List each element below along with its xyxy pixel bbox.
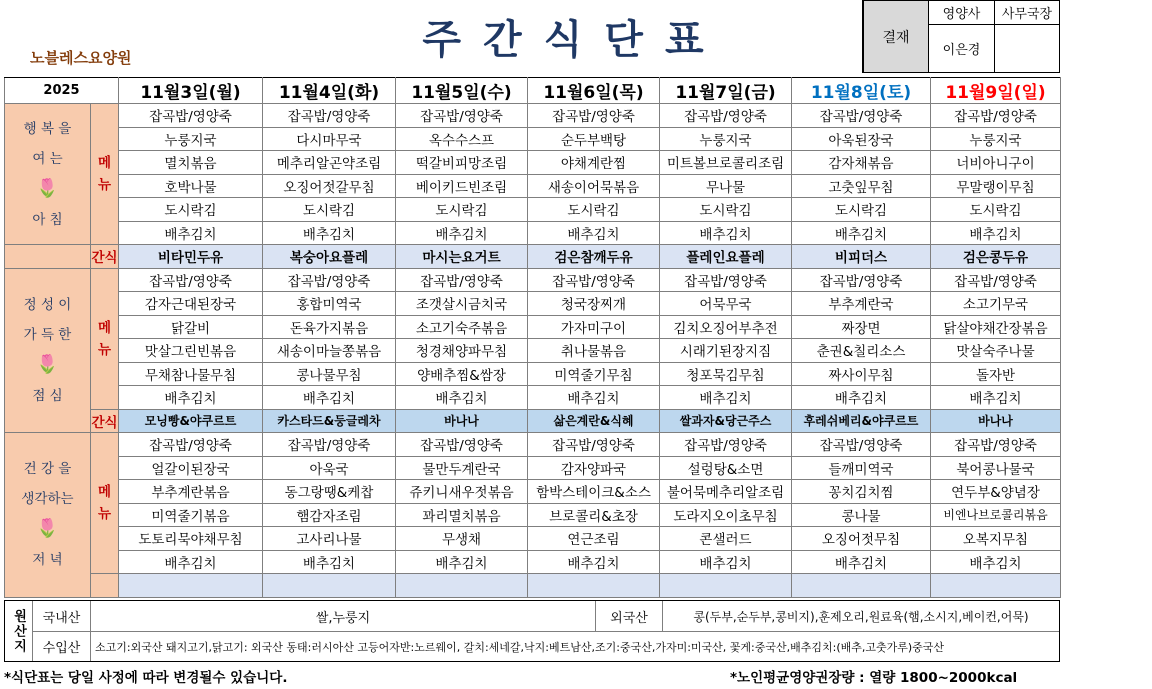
menu-cell: 설렁탕&소면 bbox=[660, 456, 792, 480]
menu-cell: 잡곡밥/영양죽 bbox=[396, 268, 528, 292]
approval-role-director: 사무국장 bbox=[995, 1, 1059, 25]
menu-cell: 옥수수스프 bbox=[396, 127, 528, 151]
menu-cell: 감자채볶음 bbox=[792, 151, 931, 175]
menu-cell: 감자양파국 bbox=[528, 456, 660, 480]
menu-cell: 배추김치 bbox=[792, 221, 931, 245]
menu-cell: 순두부백탕 bbox=[528, 127, 660, 151]
menu-cell: 무말랭이무침 bbox=[931, 174, 1061, 198]
menu-cell: 춘권&칠리소스 bbox=[792, 339, 931, 363]
menu-cell: 멸치볶음 bbox=[119, 151, 263, 175]
breakfast-snack-label: 간식 bbox=[91, 245, 119, 269]
menu-cell: 잡곡밥/영양죽 bbox=[528, 268, 660, 292]
menu-cell: 배추김치 bbox=[931, 386, 1061, 410]
menu-cell: 꽈리멸치볶음 bbox=[396, 503, 528, 527]
menu-cell: 무나물 bbox=[660, 174, 792, 198]
menu-cell: 콩나물무침 bbox=[263, 362, 396, 386]
snack-cell bbox=[792, 574, 931, 598]
tulip-icon: 🌷 bbox=[36, 353, 59, 375]
snack-cell: 바나나 bbox=[396, 409, 528, 433]
tulip-icon: 🌷 bbox=[36, 518, 59, 540]
menu-cell: 새송이마늘쫑볶음 bbox=[263, 339, 396, 363]
menu-cell: 양배추찜&쌈장 bbox=[396, 362, 528, 386]
menu-cell: 메추리알곤약조림 bbox=[263, 151, 396, 175]
tulip-icon: 🌷 bbox=[36, 177, 59, 199]
menu-cell: 잡곡밥/영양죽 bbox=[660, 433, 792, 457]
snack-cell bbox=[396, 574, 528, 598]
menu-cell: 배추김치 bbox=[119, 550, 263, 574]
snack-cell bbox=[528, 574, 660, 598]
menu-cell: 잡곡밥/영양죽 bbox=[119, 104, 263, 128]
menu-cell: 감자근대된장국 bbox=[119, 292, 263, 316]
menu-cell: 함박스테이크&소스 bbox=[528, 480, 660, 504]
title-box bbox=[264, 0, 863, 73]
menu-cell: 오복지무침 bbox=[931, 527, 1061, 551]
breakfast-menu-label: 메 뉴 bbox=[91, 104, 119, 245]
snack-cell: 플레인요플레 bbox=[660, 245, 792, 269]
menu-cell: 야채계란찜 bbox=[528, 151, 660, 175]
menu-cell: 배추김치 bbox=[931, 550, 1061, 574]
menu-cell: 새송이어묵볶음 bbox=[528, 174, 660, 198]
menu-cell: 잡곡밥/영양죽 bbox=[119, 268, 263, 292]
menu-cell: 잡곡밥/영양죽 bbox=[792, 268, 931, 292]
menu-cell: 아욱국 bbox=[263, 456, 396, 480]
menu-cell: 브로콜리&초장 bbox=[528, 503, 660, 527]
menu-cell: 도시락김 bbox=[528, 198, 660, 222]
menu-cell: 도시락김 bbox=[119, 198, 263, 222]
date-fri: 11월7일(금) bbox=[660, 78, 792, 104]
menu-cell: 도라지오이초무침 bbox=[660, 503, 792, 527]
menu-cell: 짜장면 bbox=[792, 315, 931, 339]
snack-cell: 바나나 bbox=[931, 409, 1061, 433]
menu-cell: 부추계란볶음 bbox=[119, 480, 263, 504]
menu-cell: 잡곡밥/영양죽 bbox=[792, 104, 931, 128]
snack-cell bbox=[660, 574, 792, 598]
menu-cell: 배추김치 bbox=[396, 221, 528, 245]
menu-cell: 아욱된장국 bbox=[792, 127, 931, 151]
menu-cell: 잡곡밥/영양죽 bbox=[660, 104, 792, 128]
change-notice: *식단표는 당일 사정에 따라 변경될수 있습니다. bbox=[4, 670, 288, 686]
menu-cell: 잡곡밥/영양죽 bbox=[263, 433, 396, 457]
menu-cell: 무생채 bbox=[396, 527, 528, 551]
menu-cell: 소고기무국 bbox=[931, 292, 1061, 316]
menu-table bbox=[4, 77, 1061, 598]
menu-cell: 배추김치 bbox=[263, 386, 396, 410]
menu-cell: 배추김치 bbox=[792, 550, 931, 574]
menu-cell: 떡갈비피망조림 bbox=[396, 151, 528, 175]
dinner-label: 건 강 을 생각하는 🌷 저 녁 bbox=[5, 433, 91, 598]
snack-cell: 쌀과자&당근주스 bbox=[660, 409, 792, 433]
menu-cell: 조갯살시금치국 bbox=[396, 292, 528, 316]
menu-cell: 배추김치 bbox=[931, 221, 1061, 245]
menu-cell: 청포묵김무침 bbox=[660, 362, 792, 386]
snack-cell: 검은참깨두유 bbox=[528, 245, 660, 269]
menu-cell: 배추김치 bbox=[528, 221, 660, 245]
menu-cell: 불어묵메추리알조림 bbox=[660, 480, 792, 504]
approval-label: 결재 bbox=[864, 1, 929, 72]
menu-cell: 도시락김 bbox=[792, 198, 931, 222]
date-header-row bbox=[5, 78, 1061, 104]
date-sun: 11월9일(일) bbox=[931, 78, 1061, 104]
breakfast-label-spacer bbox=[5, 245, 91, 269]
menu-cell: 도시락김 bbox=[396, 198, 528, 222]
snack-cell: 비타민두유 bbox=[119, 245, 263, 269]
menu-cell: 김치오징어부추전 bbox=[660, 315, 792, 339]
menu-cell: 배추김치 bbox=[396, 386, 528, 410]
lunch-menu-label: 메 뉴 bbox=[91, 268, 119, 409]
menu-cell: 도시락김 bbox=[931, 198, 1061, 222]
menu-cell: 오징어젓무침 bbox=[792, 527, 931, 551]
menu-cell: 도시락김 bbox=[660, 198, 792, 222]
menu-cell: 닭살야채간장볶음 bbox=[931, 315, 1061, 339]
menu-cell: 배추김치 bbox=[119, 221, 263, 245]
menu-cell: 잡곡밥/영양죽 bbox=[931, 268, 1061, 292]
menu-cell: 꽁치김치찜 bbox=[792, 480, 931, 504]
menu-cell: 연근조림 bbox=[528, 527, 660, 551]
menu-cell: 배추김치 bbox=[263, 221, 396, 245]
menu-cell: 시래기된장지짐 bbox=[660, 339, 792, 363]
snack-cell: 후레쉬베리&야쿠르트 bbox=[792, 409, 931, 433]
menu-cell: 돈육가지볶음 bbox=[263, 315, 396, 339]
menu-cell: 맛살숙주나물 bbox=[931, 339, 1061, 363]
menu-cell: 연두부&양념장 bbox=[931, 480, 1061, 504]
menu-cell: 쥬키니새우젓볶음 bbox=[396, 480, 528, 504]
menu-cell: 햄감자조림 bbox=[263, 503, 396, 527]
menu-cell: 배추김치 bbox=[528, 386, 660, 410]
snack-cell bbox=[119, 574, 263, 598]
menu-cell: 배추김치 bbox=[660, 221, 792, 245]
menu-cell: 고사리나물 bbox=[263, 527, 396, 551]
date-thu: 11월6일(목) bbox=[528, 78, 660, 104]
menu-cell: 무채참나물무침 bbox=[119, 362, 263, 386]
menu-cell: 소고기숙주볶음 bbox=[396, 315, 528, 339]
menu-cell: 호박나물 bbox=[119, 174, 263, 198]
menu-cell: 물만두계란국 bbox=[396, 456, 528, 480]
menu-cell: 비엔나브로콜리볶음 bbox=[931, 503, 1061, 527]
domestic-label: 국내산 bbox=[33, 601, 91, 632]
snack-cell: 비피더스 bbox=[792, 245, 931, 269]
menu-cell: 잡곡밥/영양죽 bbox=[931, 433, 1061, 457]
menu-cell: 어묵무국 bbox=[660, 292, 792, 316]
menu-cell: 들깨미역국 bbox=[792, 456, 931, 480]
menu-cell: 잡곡밥/영양죽 bbox=[263, 104, 396, 128]
menu-cell: 잡곡밥/영양죽 bbox=[528, 104, 660, 128]
menu-cell: 고춧잎무침 bbox=[792, 174, 931, 198]
menu-cell: 다시마무국 bbox=[263, 127, 396, 151]
menu-cell: 콩나물 bbox=[792, 503, 931, 527]
menu-cell: 미역줄기무침 bbox=[528, 362, 660, 386]
menu-cell: 잡곡밥/영양죽 bbox=[931, 104, 1061, 128]
snack-cell: 마시는요거트 bbox=[396, 245, 528, 269]
import-value: 소고기:외국산 돼지고기,닭고기: 외국산 동태:러시아산 고등어자반:노르웨이, 갈치:세네갈,낙지:베트남산,조기:중국산,가자미:미국산, 꽃게:중국산,배추김치:(배추,고춧가루)중국산 bbox=[95, 640, 945, 654]
menu-cell: 가자미구이 bbox=[528, 315, 660, 339]
snack-cell bbox=[931, 574, 1061, 598]
menu-cell: 잡곡밥/영양죽 bbox=[396, 104, 528, 128]
menu-cell: 오징어젓갈무침 bbox=[263, 174, 396, 198]
menu-cell: 배추김치 bbox=[660, 386, 792, 410]
menu-cell: 잡곡밥/영양죽 bbox=[119, 433, 263, 457]
menu-cell: 청경채양파무침 bbox=[396, 339, 528, 363]
menu-cell: 잡곡밥/영양죽 bbox=[263, 268, 396, 292]
snack-cell: 복숭아요플레 bbox=[263, 245, 396, 269]
menu-cell: 베이키드빈조림 bbox=[396, 174, 528, 198]
menu-cell: 누룽지국 bbox=[660, 127, 792, 151]
menu-cell: 누룽지국 bbox=[931, 127, 1061, 151]
menu-cell: 배추김치 bbox=[119, 386, 263, 410]
menu-cell: 짜사이무침 bbox=[792, 362, 931, 386]
menu-cell: 도시락김 bbox=[263, 198, 396, 222]
date-sat: 11월8일(토) bbox=[792, 78, 931, 104]
lunch-snack-label: 간식 bbox=[91, 409, 119, 433]
approval-sign-director bbox=[995, 25, 1059, 72]
page-title: 주간식단표 bbox=[422, 17, 726, 63]
menu-cell: 잡곡밥/영양죽 bbox=[396, 433, 528, 457]
date-mon: 11월3일(월) bbox=[119, 78, 263, 104]
menu-cell: 누룽지국 bbox=[119, 127, 263, 151]
snack-cell bbox=[263, 574, 396, 598]
dinner-menu-label: 메 뉴 bbox=[91, 433, 119, 574]
nutrition-note: *노인평균영양권장량 : 열량 1800~2000kcal bbox=[730, 670, 1018, 686]
menu-cell: 취나물볶음 bbox=[528, 339, 660, 363]
approval-sign-dietitian: 이은경 bbox=[929, 25, 995, 72]
menu-cell: 배추김치 bbox=[792, 386, 931, 410]
foreign-label: 외국산 bbox=[596, 601, 663, 632]
origin-box bbox=[4, 600, 1060, 662]
menu-cell: 미역줄기볶음 bbox=[119, 503, 263, 527]
snack-cell: 카스타드&둥글레차 bbox=[263, 409, 396, 433]
breakfast-label: 행 복 을 여 는 🌷 아 침 bbox=[5, 104, 91, 245]
menu-cell: 돌자반 bbox=[931, 362, 1061, 386]
menu-cell: 북어콩나물국 bbox=[931, 456, 1061, 480]
snack-cell: 삶은계란&식혜 bbox=[528, 409, 660, 433]
menu-cell: 잡곡밥/영양죽 bbox=[660, 268, 792, 292]
menu-cell: 배추김치 bbox=[660, 550, 792, 574]
snack-cell: 검은콩두유 bbox=[931, 245, 1061, 269]
year-cell: 2025 bbox=[5, 78, 119, 104]
menu-cell: 배추김치 bbox=[263, 550, 396, 574]
menu-cell: 동그랑땡&케찹 bbox=[263, 480, 396, 504]
menu-cell: 얼갈이된장국 bbox=[119, 456, 263, 480]
import-label: 수입산 bbox=[33, 632, 91, 661]
dinner-snack-spacer bbox=[91, 574, 119, 598]
date-wed: 11월5일(수) bbox=[396, 78, 528, 104]
menu-cell: 배추김치 bbox=[528, 550, 660, 574]
lunch-label: 정 성 이 가 득 한 🌷 점 심 bbox=[5, 268, 91, 433]
origin-label: 원산지 bbox=[5, 601, 33, 661]
menu-cell: 잡곡밥/영양죽 bbox=[792, 433, 931, 457]
snack-cell: 모닝빵&야쿠르트 bbox=[119, 409, 263, 433]
menu-cell: 콘샐러드 bbox=[660, 527, 792, 551]
foreign-value: 콩(두부,순두부,콩비지),훈제오리,원료육(햄,소시지,베이컨,어묵) bbox=[663, 601, 1059, 632]
date-tue: 11월4일(화) bbox=[263, 78, 396, 104]
menu-cell: 부추계란국 bbox=[792, 292, 931, 316]
menu-cell: 잡곡밥/영양죽 bbox=[528, 433, 660, 457]
menu-cell: 청국장찌개 bbox=[528, 292, 660, 316]
menu-cell: 너비아니구이 bbox=[931, 151, 1061, 175]
menu-cell: 미트볼브로콜리조림 bbox=[660, 151, 792, 175]
menu-cell: 홍합미역국 bbox=[263, 292, 396, 316]
menu-cell: 도토리묵야채무침 bbox=[119, 527, 263, 551]
menu-cell: 맛살그린빈볶음 bbox=[119, 339, 263, 363]
organization-name: 노블레스요양원 bbox=[30, 49, 132, 67]
domestic-value: 쌀,누룽지 bbox=[91, 601, 596, 632]
approval-role-dietitian: 영양사 bbox=[929, 1, 995, 25]
approval-box bbox=[863, 0, 1060, 73]
menu-cell: 닭갈비 bbox=[119, 315, 263, 339]
menu-cell: 배추김치 bbox=[396, 550, 528, 574]
